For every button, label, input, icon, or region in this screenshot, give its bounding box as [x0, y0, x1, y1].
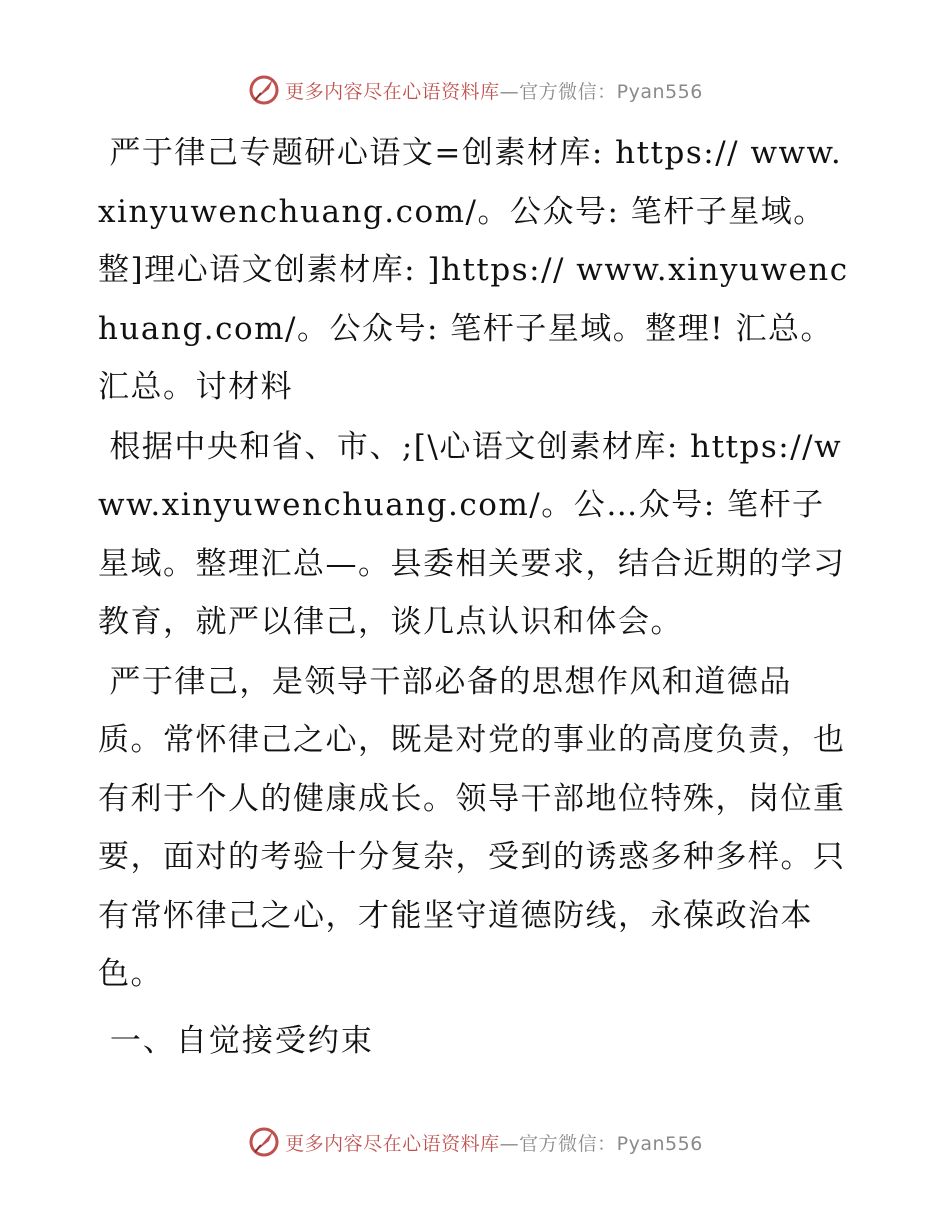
footer-watermark	[0, 1122, 950, 1162]
paragraph-3: 严于律己，是领导干部必备的思想作风和道德品质。常怀律己之心，既是对党的事业的高度负责，也有利于个人的健康成长。领导干部地位特殊，岗位重要，面对的考验十分复杂，受到的诱惑多种多样。只有常怀律己之心，才能坚守道德防线，永葆政治本色。	[98, 663, 846, 992]
watermark-main-text: 更多内容尽在心语资料库	[285, 80, 500, 103]
watermark-dash: —	[499, 80, 520, 103]
quill-circle-icon	[247, 73, 281, 107]
quill-circle-icon	[247, 1125, 281, 1159]
paragraph-1: 严于律己专题研心语文=创素材库: https:// www.xinyuwenchuang.com/。公众号: 笔杆子星域。整]理心语文创素材库: ]https:// www.xinyuwenchuang.com/。公众号: 笔杆子星域。整理! 汇总。汇总。讨材料	[98, 135, 849, 405]
watermark-main-text: 更多内容尽在心语资料库	[285, 1132, 500, 1155]
watermark-dash: —	[499, 1132, 520, 1155]
document-body	[98, 124, 853, 1070]
paragraph-2: 根据中央和省、市、;[\心语文创素材库: https://www.xinyuwenchuang.com/。公…众号: 笔杆子星域。整理汇总—。县委相关要求，结合近期的学习教育，就严以律己，谈几点认识和体会。	[98, 428, 846, 640]
header-watermark	[0, 70, 950, 110]
section-heading: 一、自觉接受约束	[98, 1022, 374, 1059]
watermark-suffix: 官方微信：Pyan556	[519, 80, 703, 103]
watermark-suffix: 官方微信：Pyan556	[519, 1132, 703, 1155]
